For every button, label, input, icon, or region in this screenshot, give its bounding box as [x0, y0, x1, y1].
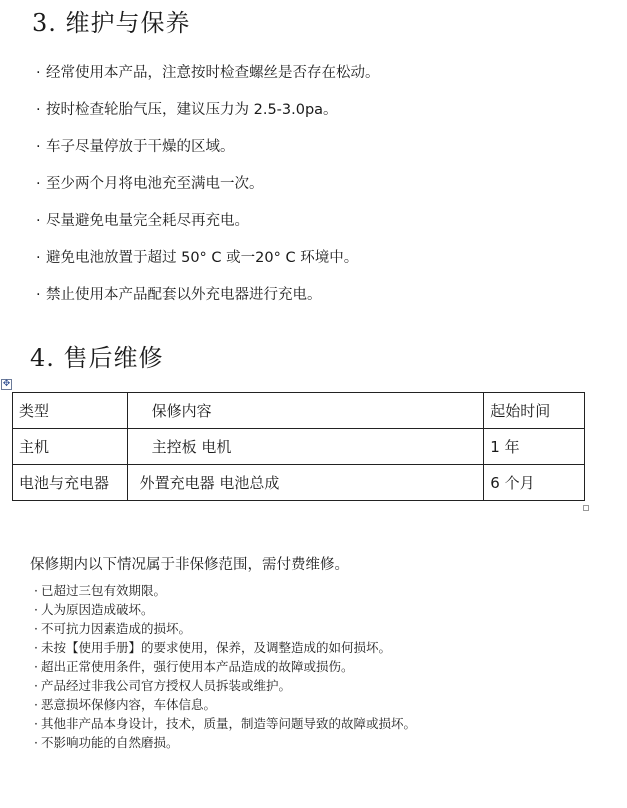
bullet-dot: ·: [36, 65, 41, 81]
table-cell: 6 个月: [484, 465, 585, 501]
list-item: [34, 620, 416, 639]
list-item: [34, 639, 416, 658]
list-item: [36, 211, 380, 248]
maintenance-list: [36, 63, 380, 322]
list-item: [36, 137, 380, 174]
bullet-dot: ·: [36, 213, 41, 229]
table-cell: 主控板 电机: [127, 429, 484, 465]
list-item-text: 至少两个月将电池充至满电一次。: [46, 176, 264, 192]
list-item: [34, 715, 416, 734]
table-move-handle-icon[interactable]: ✥: [2, 379, 11, 389]
section-heading-maintenance: 3. 维护与保养: [32, 9, 191, 37]
list-item-text: 其他非产品本身设计，技术，质量，制造等问题导致的故障或损坏。: [41, 716, 417, 731]
bullet-dot: ·: [34, 602, 38, 617]
bullet-dot: ·: [34, 640, 38, 655]
list-item: [34, 696, 416, 715]
bullet-dot: ·: [34, 583, 38, 598]
bullet-dot: ·: [36, 139, 41, 155]
list-item: [34, 658, 416, 677]
list-item-text: 未按【使用手册】的要求使用，保养，及调整造成的如何损坏。: [41, 640, 392, 655]
list-item-text: 尽量避免电量完全耗尽再充电。: [46, 213, 249, 229]
bullet-dot: ·: [34, 659, 38, 674]
list-item: [34, 734, 416, 753]
list-item-text: 经常使用本产品，注意按时检查螺丝是否存在松动。: [46, 65, 380, 81]
list-item: [34, 677, 416, 696]
list-item-text: 不影响功能的自然磨损。: [41, 735, 179, 750]
table-resize-handle[interactable]: [583, 505, 589, 511]
bullet-dot: ·: [36, 287, 41, 303]
list-item-text: 按时检查轮胎气压，建议压力为 2.5-3.0pa。: [46, 102, 338, 118]
table-cell: 电池与充电器: [13, 465, 128, 501]
table-header-cell: 起始时间: [484, 393, 585, 429]
warranty-exclusion-note: 保修期内以下情况属于非保修范围，需付费维修。: [30, 557, 349, 573]
table-header-row: [13, 393, 585, 429]
list-item-text: 避免电池放置于超过 50° C 或一20° C 环境中。: [46, 250, 359, 266]
list-item-text: 恶意损坏保修内容，车体信息。: [41, 697, 217, 712]
list-item-text: 不可抗力因素造成的损坏。: [41, 621, 192, 636]
table-header-cell: 保修内容: [127, 393, 484, 429]
bullet-dot: ·: [34, 678, 38, 693]
list-item: [34, 601, 416, 620]
bullet-dot: ·: [36, 176, 41, 192]
table-cell: 1 年: [484, 429, 585, 465]
bullet-dot: ·: [34, 735, 38, 750]
list-item-text: 已超过三包有效期限。: [41, 583, 167, 598]
bullet-dot: ·: [36, 250, 41, 266]
list-item-text: 车子尽量停放于干燥的区域。: [46, 139, 235, 155]
table-row: [13, 465, 585, 501]
list-item-text: 超出正常使用条件，强行使用本产品造成的故障或损伤。: [41, 659, 354, 674]
list-item: [36, 285, 380, 322]
list-item: [34, 582, 416, 601]
list-item: [36, 174, 380, 211]
warranty-table: [12, 392, 585, 501]
bullet-dot: ·: [34, 621, 38, 636]
bullet-dot: ·: [36, 102, 41, 118]
list-item: [36, 100, 380, 137]
table-cell: 主机: [13, 429, 128, 465]
table-cell: 外置充电器 电池总成: [127, 465, 484, 501]
table-header-cell: 类型: [13, 393, 128, 429]
list-item-text: 人为原因造成破坏。: [41, 602, 154, 617]
section-heading-after-sales: 4. 售后维修: [30, 344, 164, 372]
list-item: [36, 63, 380, 100]
exclusion-list: [34, 582, 416, 753]
table-row: [13, 429, 585, 465]
bullet-dot: ·: [34, 697, 38, 712]
bullet-dot: ·: [34, 716, 38, 731]
list-item-text: 禁止使用本产品配套以外充电器进行充电。: [46, 287, 322, 303]
list-item-text: 产品经过非我公司官方授权人员拆装或维护。: [41, 678, 292, 693]
list-item: [36, 248, 380, 285]
